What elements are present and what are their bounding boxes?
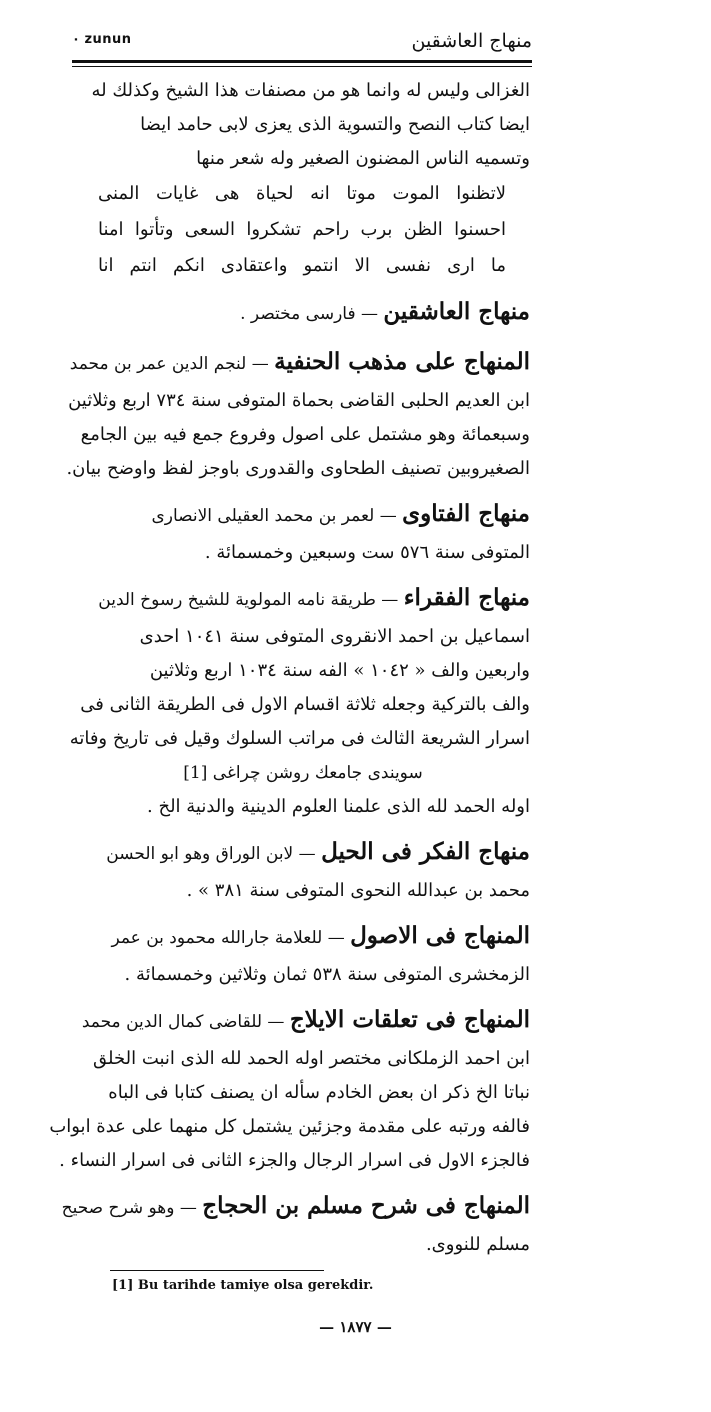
text-line: الصغيروبين تصنيف الطحاوى والقدورى باوجز لفظ واوضح بيان. [66, 458, 530, 479]
text-line: واربعين والف « ١٠٤٢ » الفه سنة ١٠٣٤ اربع وثلاثين [149, 660, 530, 681]
entry-author: — للقاضى كمال الدين محمد [81, 1012, 290, 1032]
poem-verse: احسنوا الظن برب راحم تشكروا السعى وتأتوا امنا [98, 219, 506, 240]
running-header [72, 30, 532, 56]
entry-heading [76, 292, 530, 334]
text-line: ايضا كتاب النصح والتسوية الذى يعزى لابى حامد ايضا [140, 114, 530, 135]
text-line: اسرار الشريعة الثالث فى مراتب السلوك وقيل فى تاريخ وفاته [69, 728, 530, 749]
entry-author: — لابن الوراق وهو ابو الحسن [106, 844, 322, 864]
entry-title: منهاج الفتاوى [402, 500, 530, 527]
text-line: فالفه ورتبه على مقدمة وجزئين يشتمل كل منهما على عدة ابواب [49, 1116, 530, 1137]
poem-verse: ما ارى نفسى الا انتمو واعتقادى انكم انتم انا [98, 255, 506, 276]
entry-heading [61, 1186, 530, 1228]
text-line: نباتا الخ ذكر ان بعض الخادم سأله ان يصنف كتابا فى الباه [108, 1082, 530, 1103]
text-line: ابن احمد الزملكانى مختصر اوله الحمد لله الذى انبت الخلق [93, 1048, 530, 1069]
entry-title: منهاج الفكر فى الحيل [321, 838, 530, 865]
text-line: وتسميه الناس المضنون الصغير وله شعر منها [196, 148, 530, 169]
entry-title: منهاج الفقراء [403, 584, 530, 611]
entry-heading [76, 916, 530, 958]
entry-title: منهاج العاشقين [383, 298, 530, 325]
header-rule-thick [72, 60, 532, 63]
footnote-rule [110, 1270, 324, 1271]
text-line: اوله الحمد لله الذى علمنا العلوم الدينية والدنية الخ . [147, 796, 530, 817]
entry-heading [69, 342, 530, 384]
page-number: — ١٨٧٧ — [319, 1318, 392, 1336]
header-rule-thin [72, 66, 532, 67]
text-line: اسماعيل بن احمد الانقروى المتوفى سنة ١٠٤١ احدى [139, 626, 530, 647]
text-line: والف بالتركية وجعله ثلاثة اقسام الاول فى الطريقة الثانى فى [80, 694, 530, 715]
entry-heading [76, 832, 530, 874]
poem-verse: لاتظنوا الموت موتا انه لحياة هى غايات المنى [98, 183, 506, 204]
footnote: [1] Bu tarihde tamiye olsa gerekdir. [112, 1278, 374, 1293]
entry-heading [76, 1000, 530, 1042]
entry-heading [76, 494, 530, 536]
entry-title: المنهاج فى الاصول [350, 922, 530, 949]
entry-title: المنهاج فى شرح مسلم بن الحجاج [202, 1192, 530, 1219]
text-line: محمد بن عبدالله النحوى المتوفى سنة ٣٨١ » . [186, 880, 530, 901]
entry-heading [76, 578, 530, 620]
entry-author: — طريقة نامه المولوية للشيخ رسوخ الدين [98, 590, 404, 610]
entry-author: — لعمر بن محمد العقيلى الانصارى [151, 506, 403, 526]
text-line: الزمخشرى المتوفى سنة ٥٣٨ ثمان وثلاثين وخمسمائة . [124, 964, 530, 985]
header-title: منهاج العاشقين [411, 30, 532, 52]
header-left-label: ٠ zunun [72, 32, 132, 47]
text-line: مسلم للنووى. [425, 1234, 530, 1255]
centered-verse: سويندى جامعك روشن چراغى [1] [183, 763, 423, 783]
entry-author: — وهو شرح صحيح [61, 1198, 203, 1218]
text-line: وسبعمائة وهو مشتمل على اصول وفروع جمع فيه بين الجامع [80, 424, 530, 445]
entry-author: — لنجم الدين عمر بن محمد [69, 354, 275, 374]
entry-title: المنهاج على مذهب الحنفية [274, 348, 530, 375]
entry-title: المنهاج فى تعلقات الايلاج [289, 1006, 530, 1033]
body-text [49, 74, 530, 1262]
text-line: المتوفى سنة ٥٧٦ ست وسبعين وخمسمائة . [204, 542, 530, 563]
text-line: ابن العديم الحلبى القاضى بحماة المتوفى سنة ٧٣٤ اربع وثلاثين [68, 390, 530, 411]
text-line: فالجزء الاول فى اسرار الرجال والجزء الثانى فى اسرار النساء . [59, 1150, 530, 1171]
entry-author: — فارسى مختصر . [240, 304, 384, 324]
entry-author: — للعلامة جارالله محمود بن عمر [111, 928, 351, 948]
text-line: الغزالى وليس له وانما هو من مصنفات هذا الشيخ وكذلك له [91, 80, 530, 101]
